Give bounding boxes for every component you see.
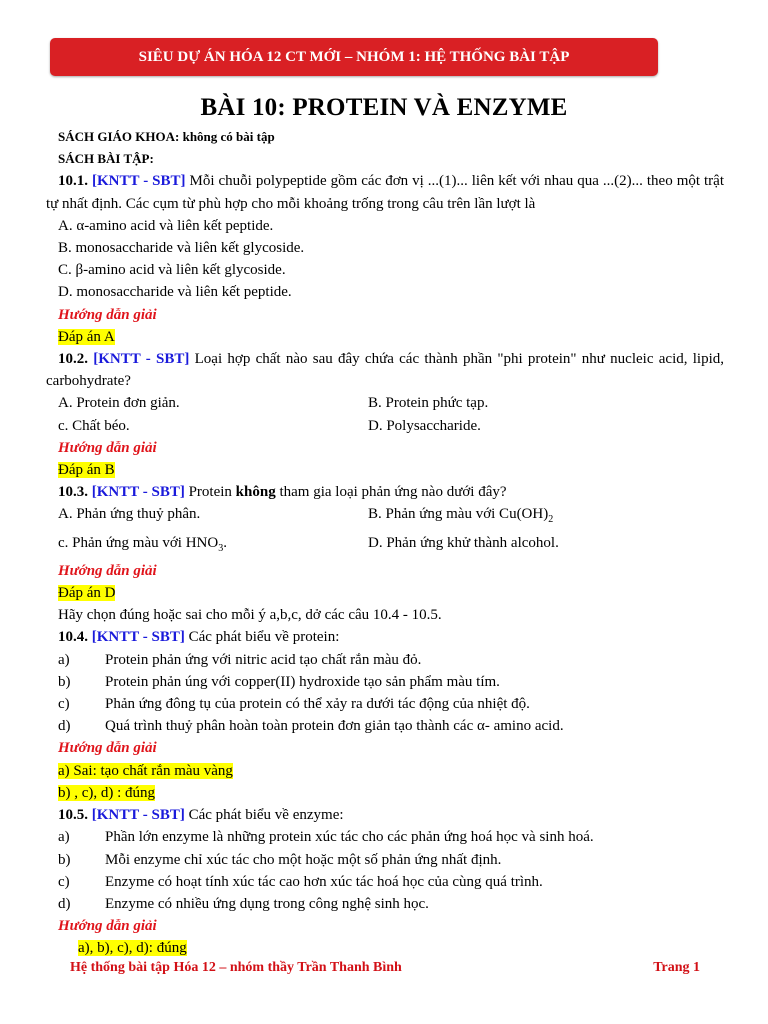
page-title: BÀI 10: PROTEIN VÀ ENZYME — [200, 94, 568, 121]
answer-10-3: Đáp án D — [58, 585, 116, 602]
page-footer — [70, 960, 700, 976]
solution-heading: Hướng dẫn giải — [58, 740, 157, 757]
banner-text: SIÊU DỰ ÁN HÓA 12 CT MỚI – NHÓM 1: HỆ THỐNG BÀI TẬP — [138, 48, 570, 65]
source-tag: [KNTT - SBT] — [91, 173, 186, 190]
document-body — [46, 126, 724, 960]
solution-heading: Hướng dẫn giải — [58, 562, 157, 579]
options-row-cd — [46, 415, 724, 437]
option-b: B. Protein phức tạp. — [368, 395, 489, 412]
question-10-5 — [46, 804, 724, 826]
question-10-2 — [46, 348, 724, 392]
statement-c: c) Enzyme có hoạt tính xúc tác cao hơn xúc tác hoá học của cùng quá trình. — [58, 873, 543, 890]
option-d: D. monosaccharide và liên kết peptide. — [58, 284, 292, 301]
option-a: A. Protein đơn giản. — [58, 395, 180, 412]
answer-10-5: a), b), c), d): đúng — [78, 940, 187, 957]
option-c: c. Chất béo. — [58, 417, 130, 434]
question-text-pre: Protein — [188, 484, 232, 501]
solution-heading: Hướng dẫn giải — [58, 439, 157, 456]
options-row-cd — [46, 532, 724, 560]
instruction-text: Hãy chọn đúng hoặc sai cho mỗi ý a,b,c, dở các câu 10.4 - 10.5. — [58, 607, 442, 624]
statement-c: c) Phản ứng đông tụ của protein có thể xảy ra dưới tác động của nhiệt độ. — [58, 696, 530, 713]
question-number: 10.4. — [58, 629, 88, 646]
statement-d: d) Quá trình thuỷ phân hoàn toàn protein đơn giản tạo thành các α- amino acid. — [58, 718, 564, 735]
option-a: A. α-amino acid và liên kết peptide. — [58, 217, 274, 234]
options-row-ab — [46, 392, 724, 414]
question-10-3 — [46, 481, 724, 503]
source-tag: [KNTT - SBT] — [93, 351, 190, 368]
statement-a: a) Protein phản ứng với nitric acid tạo chất rắn màu đỏ. — [58, 651, 422, 668]
question-text: Các phát biểu về protein: — [188, 629, 340, 646]
statement-a: a) Phần lớn enzyme là những protein xúc tác cho các phản ứng hoá học và sinh hoá. — [58, 829, 594, 846]
option-b: B. Phản ứng màu với $Cu(OH)_2$ — [368, 506, 554, 526]
answer-10-4-bcd: b) , c), d) : đúng — [58, 784, 156, 801]
question-10-4 — [46, 626, 724, 648]
question-number: 10.1. — [58, 173, 88, 190]
option-b: B. monosaccharide và liên kết glycoside. — [58, 240, 305, 257]
option-d: D. Phản ứng khử thành alcohol. — [368, 534, 559, 551]
solution-heading: Hướng dẫn giải — [58, 918, 157, 935]
question-text: Mỗi chuỗi polypeptide gồm các đơn vị ...(1)... liên kết với nhau qua ...(2)... theo một trật tự nhất định. Các cụm từ phù hợp cho mỗi khoảng trống trong câu trên lần lượt là — [46, 173, 725, 212]
options-row-ab — [46, 503, 724, 531]
option-a: A. Phản ứng thuỷ phân. — [58, 506, 201, 523]
header-banner — [50, 38, 658, 76]
statement-d: d) Enzyme có nhiều ứng dụng trong công nghệ sinh học. — [58, 895, 429, 912]
page-number: Trang 1 — [653, 960, 700, 975]
option-d: D. Polysaccharide. — [368, 417, 481, 434]
sbt-heading: SÁCH BÀI TẬP: — [58, 151, 154, 167]
question-text-emphasis: không — [235, 484, 276, 501]
option-c: c. Phản ứng màu với $HNO_3$. — [58, 534, 227, 554]
question-number: 10.2. — [58, 351, 88, 368]
question-number: 10.3. — [58, 484, 88, 501]
question-text-post: tham gia loại phản ứng nào dưới đây? — [279, 484, 507, 501]
question-text: Các phát biểu về enzyme: — [188, 807, 344, 824]
sgk-line: SÁCH GIÁO KHOA: không có bài tập — [58, 129, 275, 144]
answer-10-2: Đáp án B — [58, 462, 115, 479]
source-tag: [KNTT - SBT] — [91, 807, 185, 824]
statement-b: b) Protein phản úng với copper(II) hydroxide tạo sản phẩm màu tím. — [58, 673, 500, 690]
source-tag: [KNTT - SBT] — [91, 629, 185, 646]
statement-b: b) Mỗi enzyme chỉ xúc tác cho một hoặc một số phản ứng nhất định. — [58, 851, 502, 868]
question-number: 10.5. — [58, 807, 88, 824]
solution-heading: Hướng dẫn giải — [58, 306, 157, 323]
question-text: Loại hợp chất nào sau đây chứa các thành phần "phi protein" như nucleic acid, lipid, carbohydrate? — [46, 351, 725, 390]
footer-left: Hệ thống bài tập Hóa 12 – nhóm thầy Trần Thanh Bình — [70, 960, 402, 975]
answer-10-1: Đáp án A — [58, 328, 115, 345]
option-c: C. β-amino acid và liên kết glycoside. — [58, 262, 286, 279]
question-10-1 — [46, 170, 724, 214]
answer-10-4-a: a) Sai: tạo chất rắn màu vàng — [58, 762, 233, 779]
source-tag: [KNTT - SBT] — [91, 484, 185, 501]
